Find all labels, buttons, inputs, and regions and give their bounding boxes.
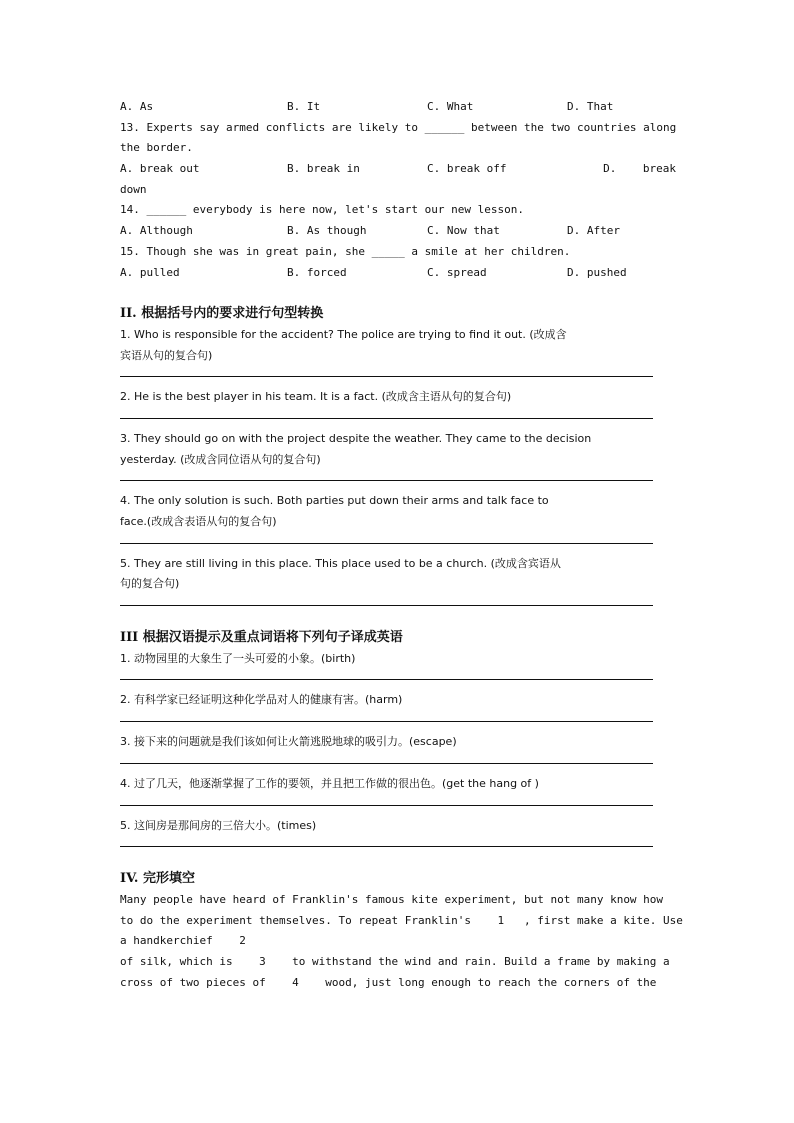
option-a: A. break out xyxy=(120,162,200,176)
transform-item-1-cont: 宾语从句的复合句) xyxy=(120,348,213,362)
answer-line[interactable] xyxy=(120,533,653,544)
worksheet-page xyxy=(120,97,683,993)
translate-item-2: 2. 有科学家已经证明这种化学品对人的健康有害。(harm) xyxy=(120,693,403,707)
option-c: C. What xyxy=(427,100,474,113)
section-heading: III 根据汉语提示及重点词语将下列句子译成英语 xyxy=(120,630,403,646)
answer-line[interactable] xyxy=(120,595,653,606)
passage-line: to do the experiment themselves. To repeat Franklin's 1 , first make a kite. Use xyxy=(120,913,683,927)
answer-line[interactable] xyxy=(120,711,653,722)
transform-item-2: 2. He is the best player in his team. It is a fact. (改成含主语从句的复合句) xyxy=(120,390,512,404)
transform-item-3: 3. They should go on with the project despite the weather. They came to the decision xyxy=(120,431,592,445)
answer-line[interactable] xyxy=(120,753,653,764)
passage-line: a handkerchief 2 xyxy=(120,934,246,948)
option-a: A. As xyxy=(120,100,154,113)
option-c: C. spread xyxy=(427,265,487,279)
translate-item-3: 3. 接下来的问题就是我们该如何让火箭逃脱地球的吸引力。(escape) xyxy=(120,735,457,749)
section-heading: II. 根据括号内的要求进行句型转换 xyxy=(120,306,324,322)
option-a: A. pulled xyxy=(120,265,180,279)
q15-options xyxy=(120,263,676,284)
answer-line[interactable] xyxy=(120,669,653,680)
option-c: C. Now that xyxy=(427,224,500,238)
transform-item-5-cont: 句的复合句) xyxy=(120,577,180,591)
option-d: D. pushed xyxy=(567,265,627,279)
passage-line: Many people have heard of Franklin's famous kite experiment, but not many know how xyxy=(120,892,664,906)
translate-item-1: 1. 动物园里的大象生了一头可爱的小象。(birth) xyxy=(120,651,356,665)
transform-item-3-cont: yesterday. (改成含同位语从句的复合句) xyxy=(120,452,321,466)
option-b: B. It xyxy=(287,100,321,113)
q14-options xyxy=(120,221,676,242)
answer-line[interactable] xyxy=(120,408,653,419)
q14-stem: 14. ______ everybody is here now, let's start our new lesson. xyxy=(120,203,524,217)
q13-stem: 13. Experts say armed conflicts are likely to ______ between the two countries along xyxy=(120,120,677,134)
option-a: A. Although xyxy=(120,224,193,238)
transform-item-4-cont: face.(改成含表语从句的复合句) xyxy=(120,515,277,528)
option-b: B. forced xyxy=(287,265,347,279)
answer-line[interactable] xyxy=(120,795,653,806)
answer-line[interactable] xyxy=(120,836,653,847)
translate-item-5: 5. 这间房是那间房的三倍大小。(times) xyxy=(120,818,317,832)
q13-option-d-wrap: down xyxy=(120,182,147,196)
q15-stem: 15. Though she was in great pain, she _____ a smile at her children. xyxy=(120,244,571,258)
option-b: B. break in xyxy=(287,162,360,176)
q12-options xyxy=(120,97,676,118)
translate-item-4: 4. 过了几天，他逐渐掌握了工作的要领，并且把工作做的很出色。(get the hang of ) xyxy=(120,776,539,790)
transform-item-5: 5. They are still living in this place. This place used to be a church. (改成含宾语从 xyxy=(120,556,561,570)
passage-line: cross of two pieces of 4 wood, just long enough to reach the corners of the xyxy=(120,975,657,989)
option-d: D. That xyxy=(567,100,614,113)
option-b: B. As though xyxy=(287,224,367,238)
answer-line[interactable] xyxy=(120,366,653,377)
option-c: C. break off xyxy=(427,162,507,176)
passage-line: of silk, which is 3 to withstand the wind and rain. Build a frame by making a xyxy=(120,954,670,968)
q13-options xyxy=(120,159,676,180)
option-d: D. break xyxy=(603,162,676,176)
transform-item-1: 1. Who is responsible for the accident? The police are trying to find it out. (改成含 xyxy=(120,327,567,341)
answer-line[interactable] xyxy=(120,470,653,481)
section-heading: IV. 完形填空 xyxy=(120,871,195,887)
q13-stem-cont: the border. xyxy=(120,141,193,155)
option-d: D. After xyxy=(567,224,620,238)
transform-item-4: 4. The only solution is such. Both parties put down their arms and talk face to xyxy=(120,494,549,508)
